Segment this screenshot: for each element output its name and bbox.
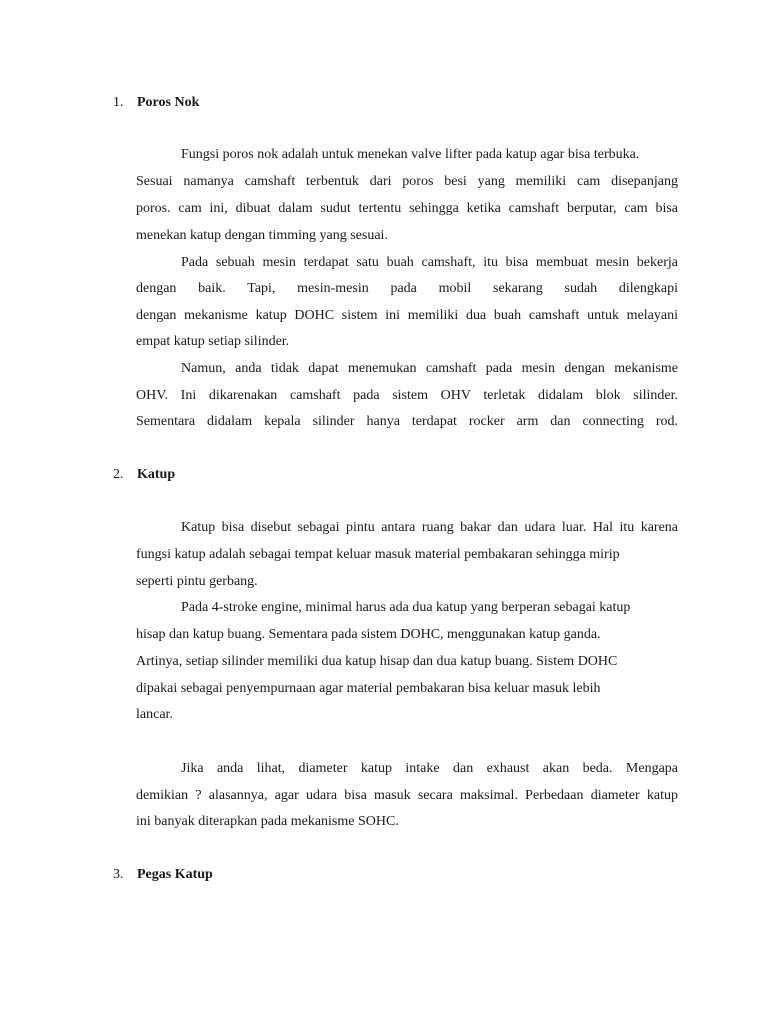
paragraph-line: Fungsi poros nok adalah untuk menekan valve lifter pada katup agar bisa terbuka.: [181, 147, 640, 162]
paragraph-line: lancar.: [136, 707, 173, 722]
paragraph-line: Sementara didalam kepala silinder hanya terdapat rocker arm dan connecting rod.: [136, 414, 678, 429]
paragraph-line: dengan baik. Tapi, mesin-mesin pada mobil sekarang sudah dilengkapi: [136, 281, 678, 296]
paragraph-line: dipakai sebagai penyempurnaan agar material pembakaran bisa keluar masuk lebih: [136, 681, 601, 696]
paragraph-line: dengan mekanisme katup DOHC sistem ini memiliki dua buah camshaft untuk melayani: [136, 308, 678, 323]
paragraph-line: ini banyak diterapkan pada mekanisme SOHC.: [136, 814, 399, 829]
paragraph-line: Sesuai namanya camshaft terbentuk dari poros besi yang memiliki cam disepanjang: [136, 174, 678, 189]
section-number: 3.: [113, 867, 124, 882]
paragraph-line: Namun, anda tidak dapat menemukan camshaft pada mesin dengan mekanisme: [181, 361, 678, 376]
paragraph-line: empat katup setiap silinder.: [136, 334, 290, 349]
paragraph-line: poros. cam ini, dibuat dalam sudut tertentu sehingga ketika camshaft berputar, cam bisa: [136, 201, 678, 216]
paragraph-line: menekan katup dengan timming yang sesuai.: [136, 228, 388, 243]
paragraph-line: OHV. Ini dikarenakan camshaft pada sistem OHV terletak didalam blok silinder.: [136, 388, 678, 403]
section-number: 1.: [113, 95, 124, 110]
paragraph-line: fungsi katup adalah sebagai tempat keluar masuk material pembakaran sehingga mirip: [136, 547, 620, 562]
paragraph-line: Jika anda lihat, diameter katup intake dan exhaust akan beda. Mengapa: [181, 761, 678, 776]
paragraph-line: Pada 4-stroke engine, minimal harus ada dua katup yang berperan sebagai katup: [181, 600, 631, 615]
section-number: 2.: [113, 467, 124, 482]
paragraph-line: hisap dan katup buang. Sementara pada sistem DOHC, menggunakan katup ganda.: [136, 627, 601, 642]
paragraph-line: demikian ? alasannya, agar udara bisa masuk secara maksimal. Perbedaan diameter katup: [136, 788, 678, 803]
section-title: Poros Nok: [137, 95, 200, 110]
paragraph-line: seperti pintu gerbang.: [136, 574, 258, 589]
paragraph-line: Pada sebuah mesin terdapat satu buah camshaft, itu bisa membuat mesin bekerja: [181, 255, 678, 270]
section-title: Pegas Katup: [137, 867, 213, 882]
paragraph-line: Artinya, setiap silinder memiliki dua katup hisap dan dua katup buang. Sistem DOHC: [136, 654, 618, 669]
section-title: Katup: [137, 467, 176, 482]
paragraph-line: Katup bisa disebut sebagai pintu antara ruang bakar dan udara luar. Hal itu karena: [181, 520, 678, 535]
